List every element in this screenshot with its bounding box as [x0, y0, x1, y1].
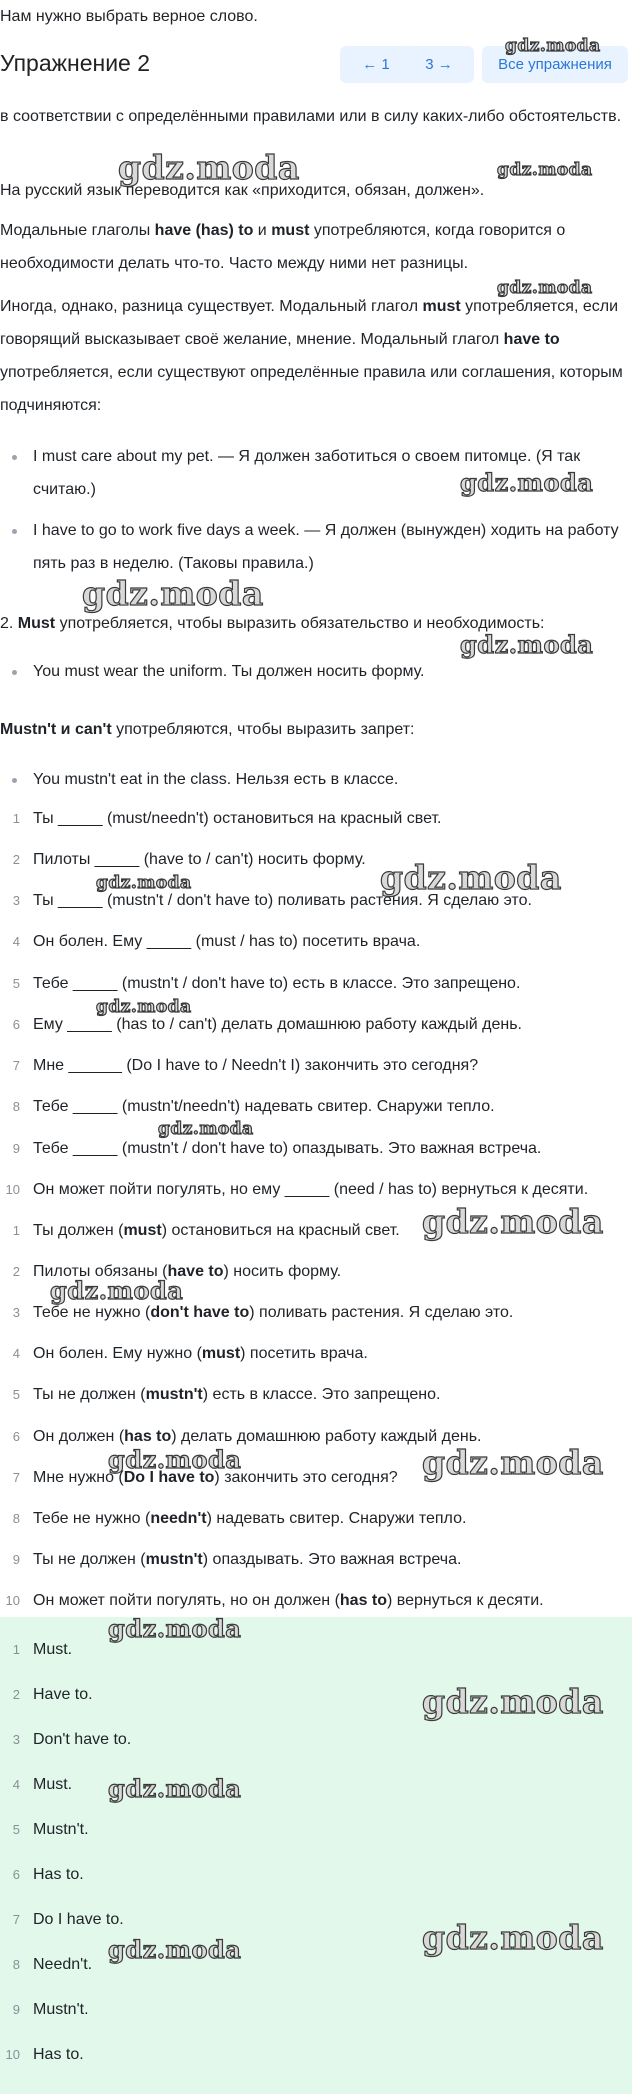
list-item: 4 Must.	[12, 1776, 73, 1793]
list-item: 3 Don't have to.	[12, 1731, 132, 1748]
watermark: gdz.moda	[108, 1614, 242, 1643]
list-item: I must care about my pet. — Я должен заботиться о своем питомце. (Я так считаю.)	[0, 440, 626, 506]
watermark: gdz.moda	[422, 1202, 604, 1241]
list-item: 1 Must.	[12, 1641, 73, 1658]
theory-paragraph: Mustn't и can't употребляются, чтобы выразить запрет:	[0, 721, 415, 738]
watermark: gdz.moda	[108, 1445, 242, 1474]
list-item: 7 Do I have to.	[12, 1911, 124, 1928]
next-exercise-button[interactable]: 3 →	[404, 46, 474, 83]
watermark: gdz.moda	[460, 468, 594, 497]
list-item: 8 Тебе _____ (mustn't/needn't) надевать свитер. Снаружи тепло.	[12, 1098, 495, 1115]
example-list	[0, 763, 626, 796]
example-list	[0, 440, 626, 580]
list-item: 9 Тебе _____ (mustn't / don't have to) опаздывать. Это важная встреча.	[12, 1140, 542, 1157]
list-item: I have to go to work five days a week. — Я должен (вынужден) ходить на работу пять раз в неделю. (Таковы правила.)	[0, 514, 626, 580]
watermark: gdz.moda	[497, 278, 593, 298]
theory-paragraph: На русский язык переводится как «приходится, обязан, должен».	[0, 182, 485, 199]
watermark: gdz.moda	[380, 858, 562, 897]
list-item: 2 Пилоты _____ (have to / can't) носить форму.	[12, 851, 366, 868]
theory-paragraph: Иногда, однако, разница существует. Модальный глагол must употребляется, если говорящий высказывает своё желание, мнение. Модальный глагол have to употребляется, если существуют определённые правила или соглашения, которым подчиняются:	[0, 298, 623, 414]
list-item: 5 Mustn't.	[12, 1821, 89, 1838]
watermark: gdz.moda	[158, 1119, 254, 1139]
list-item: 4 Он болен. Ему _____ (must / has to) посетить врача.	[12, 933, 421, 950]
list-item: 3 Ты _____ (mustn't / don't have to) поливать растения. Я сделаю это.	[12, 892, 532, 909]
watermark: gdz.moda	[505, 36, 601, 56]
list-item: You must wear the uniform. Ты должен носить форму.	[0, 655, 626, 688]
page-title: Упражнение 2	[0, 50, 151, 76]
watermark: gdz.moda	[108, 1935, 242, 1964]
prev-exercise-button[interactable]: ← 1	[340, 46, 412, 83]
watermark: gdz.moda	[422, 1443, 604, 1482]
watermark: gdz.moda	[460, 630, 594, 659]
list-item: 4 Он болен. Ему нужно (must) посетить врача.	[12, 1345, 368, 1362]
list-item: 6 Has to.	[12, 1866, 84, 1883]
watermark: gdz.moda	[497, 160, 593, 180]
list-item: 8 Тебе не нужно (needn't) надевать свитер. Снаружи тепло.	[12, 1510, 467, 1527]
list-item: 2 Have to.	[12, 1686, 93, 1703]
watermark: gdz.moda	[118, 148, 300, 187]
list-item: 7 Мне ______ (Do I have to / Needn't I) закончить это сегодня?	[12, 1057, 479, 1074]
list-item: 1 Ты должен (must) остановиться на красный свет.	[12, 1222, 400, 1239]
list-item: 6 Он должен (has to) делать домашнюю работу каждый день.	[12, 1428, 482, 1445]
all-exercises-button[interactable]: Все упражнения	[482, 46, 628, 83]
watermark: gdz.moda	[82, 574, 264, 613]
theory-paragraph: Модальные глаголы have (has) to и must употребляются, когда говорится о необходимости делать что-то. Часто между ними нет разницы.	[0, 222, 566, 272]
list-item: 1 Ты _____ (must/needn't) остановиться на красный свет.	[12, 810, 442, 827]
list-item: 3 Тебе не нужно (don't have to) поливать растения. Я сделаю это.	[12, 1304, 514, 1321]
watermark: gdz.moda	[422, 1682, 604, 1721]
watermark: gdz.moda	[96, 873, 192, 893]
list-item: 9 Mustn't.	[12, 2001, 89, 2018]
theory-paragraph: 2. Must употребляется, чтобы выразить обязательство и необходимость:	[0, 615, 545, 632]
list-item: You mustn't eat in the class. Нельзя есть в классе.	[0, 763, 626, 796]
list-item: 10 Has to.	[5, 2046, 84, 2063]
list-item: 6 Ему _____ (has to / can't) делать домашнюю работу каждый день.	[12, 1016, 522, 1033]
watermark: gdz.moda	[422, 1918, 604, 1957]
theory-paragraph: в соответствии с определёнными правилами или в силу каких-либо обстоятельств.	[0, 108, 622, 125]
list-item: 7 Мне нужно (Do I have to) закончить это сегодня?	[12, 1469, 398, 1486]
list-item: 2 Пилоты обязаны (have to) носить форму.	[12, 1263, 342, 1280]
intro-text: Нам нужно выбрать верное слово.	[0, 8, 258, 25]
list-item: 9 Ты не должен (mustn't) опаздывать. Это важная встреча.	[12, 1551, 462, 1568]
watermark: gdz.moda	[50, 1276, 184, 1305]
list-item: 8 Needn't.	[12, 1956, 93, 1973]
list-item: 10 Он может пойти погулять, но ему _____ (need / has to) вернуться к десяти.	[5, 1181, 589, 1198]
watermark: gdz.moda	[108, 1774, 242, 1803]
watermark: gdz.moda	[96, 997, 192, 1017]
list-item: 10 Он может пойти погулять, но он должен (has to) вернуться к десяти.	[5, 1592, 544, 1609]
example-list	[0, 655, 626, 688]
list-item: 5 Тебе _____ (mustn't / don't have to) есть в классе. Это запрещено.	[12, 975, 521, 992]
list-item: 5 Ты не должен (mustn't) есть в классе. Это запрещено.	[12, 1386, 441, 1403]
